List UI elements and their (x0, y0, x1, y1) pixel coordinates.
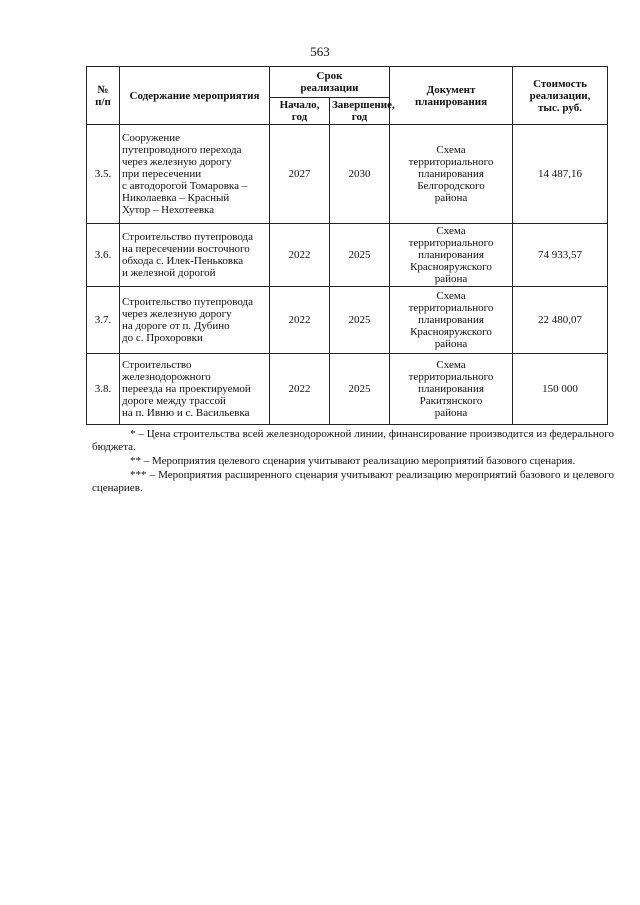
row-content: Строительство путепровода через железную дорогу на дороге от п. Дубино до с. Прохоровки (120, 287, 270, 354)
row-cost: 74 933,57 (513, 224, 608, 287)
row-cost: 14 487,16 (513, 125, 608, 224)
row-end-year: 2025 (330, 224, 390, 287)
row-document: Схема территориального планирования Белгородского района (390, 125, 513, 224)
row-content: Строительство железнодорожного переезда на проектируемой дороге между трассой на п. Ивню и с. Васильевка (120, 354, 270, 425)
row-start-year: 2022 (270, 224, 330, 287)
row-end-year: 2025 (330, 287, 390, 354)
row-number: 3.8. (87, 354, 120, 425)
row-document: Схема территориального планирования Ракитянского района (390, 354, 513, 425)
header-term: Срок реализации (270, 67, 390, 98)
table-row (87, 125, 608, 224)
header-content: Содержание мероприятия (120, 67, 270, 125)
measures-table (86, 66, 608, 425)
row-cost: 150 000 (513, 354, 608, 425)
row-number: 3.5. (87, 125, 120, 224)
row-document: Схема территориального планирования Краснояружского района (390, 224, 513, 287)
row-end-year: 2025 (330, 354, 390, 425)
header-start-year: Начало, год (270, 98, 330, 125)
table-row (87, 354, 608, 425)
row-start-year: 2027 (270, 125, 330, 224)
footnote-3: *** – Мероприятия расширенного сценария учитывают реализацию мероприятий базового и целевого сценариев. (92, 469, 614, 494)
row-start-year: 2022 (270, 354, 330, 425)
row-cost: 22 480,07 (513, 287, 608, 354)
footnote-1: * – Цена строительства всей железнодорожной линии, финансирование производится из федерального бюджета. (92, 428, 614, 453)
header-number: № п/п (87, 67, 120, 125)
page-number: 563 (310, 44, 330, 59)
header-end-year: Завершение, год (330, 98, 390, 125)
row-content: Строительство путепровода на пересечении восточного обхода с. Илек-Пеньковка и железной дорогой (120, 224, 270, 287)
row-start-year: 2022 (270, 287, 330, 354)
footnote-2: ** – Мероприятия целевого сценария учитывают реализацию мероприятий базового сценария. (130, 455, 576, 467)
row-content: Сооружение путепроводного перехода через железную дорогу при пересечении с автодорогой Томаровка – Николаевка – Красный Хутор – Нехотеевка (120, 125, 270, 224)
table-row (87, 224, 608, 287)
row-number: 3.7. (87, 287, 120, 354)
row-number: 3.6. (87, 224, 120, 287)
table-row (87, 287, 608, 354)
row-end-year: 2030 (330, 125, 390, 224)
row-document: Схема территориального планирования Краснояружского района (390, 287, 513, 354)
header-cost: Стоимость реализации, тыс. руб. (513, 67, 608, 125)
header-document: Документ планирования (390, 67, 513, 125)
